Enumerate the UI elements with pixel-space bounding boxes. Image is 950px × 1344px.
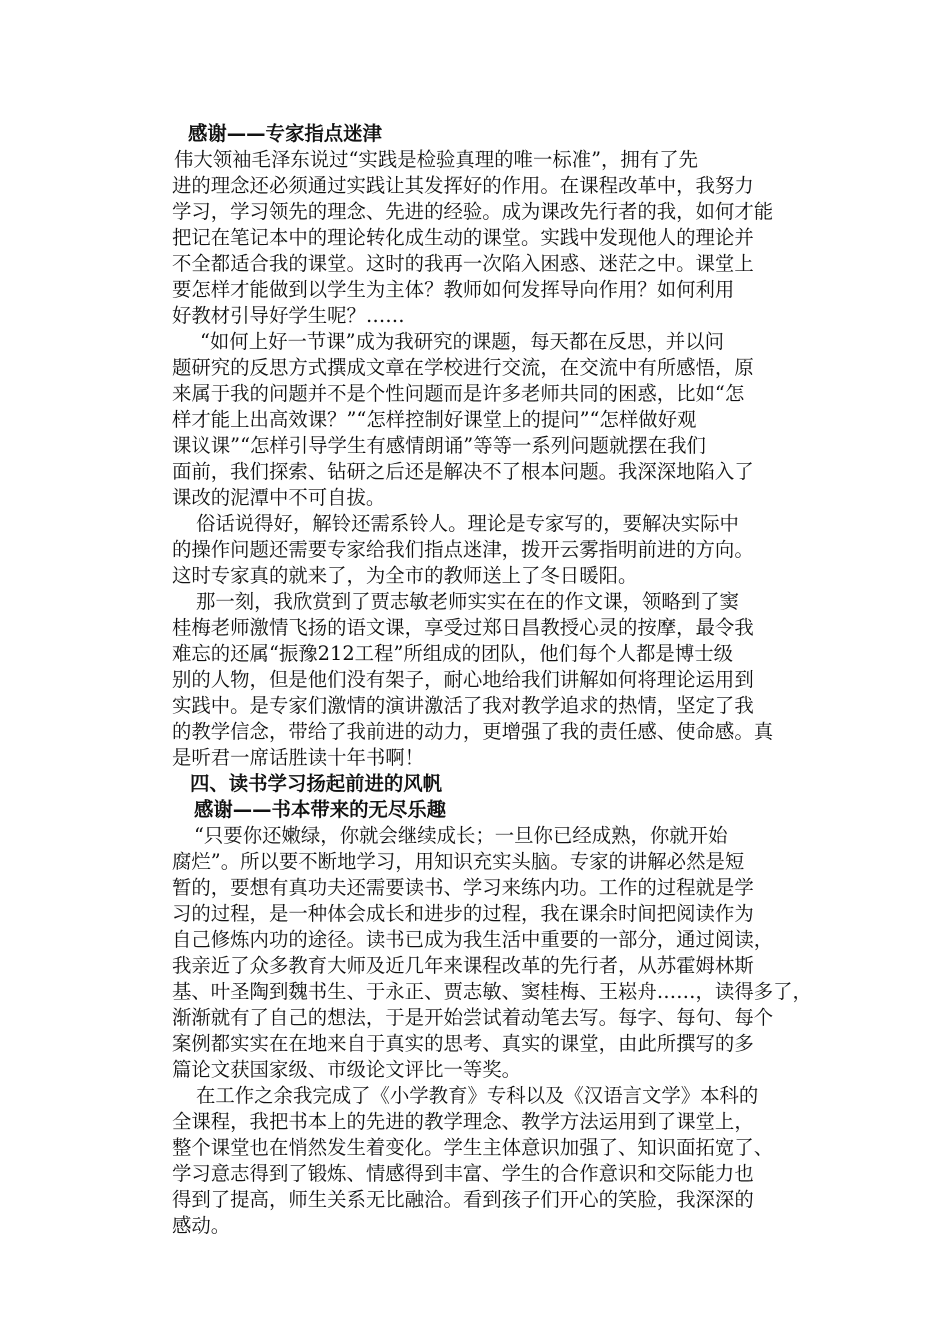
- text-line: 全课程，我把书本上的先进的教学理念、教学方法运用到了课堂上，: [172, 1110, 754, 1133]
- text-line: 题研究的反思方式撰成文章在学校进行交流，在交流中有所感悟，原: [172, 356, 754, 379]
- heading-thanks-experts: 感谢——专家指点迷津: [188, 122, 382, 145]
- text-line: 得到了提高，师生关系无比融洽。看到孩子们开心的笑脸，我深深的: [172, 1188, 754, 1211]
- text-line: 学习，学习领先的理念、先进的经验。成为课改先行者的我，如何才能: [172, 200, 774, 223]
- text-line: 把记在笔记本中的理论转化成生动的课堂。实践中发现他人的理论并: [172, 226, 754, 249]
- text-line: 来属于我的问题并不是个性问题而是许多老师共同的困惑，比如“怎: [172, 382, 745, 405]
- text-line: 整个课堂也在悄然发生着变化。学生主体意识加强了、知识面拓宽了、: [172, 1136, 774, 1159]
- text-line: 案例都实实在在地来自于真实的思考、真实的课堂，由此所撰写的多: [172, 1032, 754, 1055]
- paragraph-practice: [172, 147, 794, 329]
- text-line: 暂的，要想有真功夫还需要读书、学习来练内功。工作的过程就是学: [172, 876, 754, 899]
- text-line: 基、叶圣陶到魏书生、于永正、贾志敏、窦桂梅、王崧舟……，读得多了，: [172, 980, 812, 1003]
- text-line: “只要你还嫩绿，你就会继续成长；一旦你已经成熟，你就开始: [194, 824, 728, 847]
- document-body: [172, 121, 812, 1239]
- text-line: 别的人物，但是他们没有架子，耐心地给我们讲解如何将理论运用到: [172, 668, 754, 691]
- text-line: 面前，我们探索、钻研之后还是解决不了根本问题。我深深地陷入了: [172, 460, 754, 483]
- text-line: 不全都适合我的课堂。这时的我再一次陷入困惑、迷茫之中。课堂上: [172, 252, 754, 275]
- text-line: 自己修炼内功的途径。读书已成为我生活中重要的一部分，通过阅读，: [172, 928, 774, 951]
- text-line: 感动。: [172, 1214, 231, 1237]
- text-line: 渐渐就有了自己的想法，于是开始尝试着动笔去写。每字、每句、每个: [172, 1006, 774, 1029]
- paragraph-research-topic: [172, 329, 794, 511]
- paragraph-experts-came: [172, 511, 794, 589]
- text-line: 学习意志得到了锻炼、情感得到丰富、学生的合作意识和交际能力也: [172, 1162, 754, 1185]
- text-line: 伟大领袖毛泽东说过“实践是检验真理的唯一标准”，拥有了先: [174, 148, 698, 171]
- text-line: 桂梅老师激情飞扬的语文课，享受过郑日昌教授心灵的按摩，最令我: [172, 616, 754, 639]
- text-line: 的教学信念，带给了我前进的动力，更增强了我的责任感、使命感。真: [172, 720, 774, 743]
- paragraph-keep-learning: [172, 823, 812, 1083]
- text-line: 那一刻，我欣赏到了贾志敏老师实实在在的作文课，领略到了窦: [196, 590, 739, 613]
- text-line: 课议课”“怎样引导学生有感情朗诵”等等一系列问题就摆在我们: [172, 434, 706, 457]
- text-line: 是听君一席话胜读十年书啊！: [172, 746, 425, 769]
- text-line: 课改的泥潭中不可自拔。: [172, 486, 386, 509]
- heading-thanks-books: 感谢——书本带来的无尽乐趣: [194, 798, 447, 821]
- text-line: 这时专家真的就来了，为全市的教师送上了冬日暖阳。: [172, 564, 638, 587]
- text-line: 样才能上出高效课？”“怎样控制好课堂上的提问”“怎样做好观: [172, 408, 697, 431]
- paragraph-courses-completed: [172, 1083, 794, 1239]
- text-line: 进的理念还必须通过实践让其发挥好的作用。在课程改革中，我努力: [172, 174, 754, 197]
- text-line: 实践中。是专家们激情的演讲激活了我对教学追求的热情，坚定了我: [172, 694, 754, 717]
- text-line: 习的过程，是一种体会成长和进步的过程，我在课余时间把阅读作为: [172, 902, 754, 925]
- text-line: 要怎样才能做到以学生为主体？教师如何发挥导向作用？如何利用: [172, 278, 735, 301]
- text-line: 的操作问题还需要专家给我们指点迷津，拨开云雾指明前进的方向。: [172, 538, 754, 561]
- text-line: 难忘的还属“振豫212工程”所组成的团队，他们每个人都是博士级: [172, 642, 733, 665]
- text-line: 篇论文获国家级、市级论文评比一等奖。: [172, 1058, 522, 1081]
- paragraph-that-moment: [172, 589, 794, 771]
- text-line: 好教材引导好学生呢？……: [172, 304, 405, 327]
- text-line: 我亲近了众多教育大师及近几年来课程改革的先行者，从苏霍姆林斯: [172, 954, 754, 977]
- text-line: 俗话说得好，解铃还需系铃人。理论是专家写的，要解决实际中: [196, 512, 739, 535]
- heading-section-four: 四、读书学习扬起前进的风帆: [190, 772, 443, 795]
- text-line: “如何上好一节课”成为我研究的课题，每天都在反思，并以问: [200, 330, 724, 353]
- text-line: 在工作之余我完成了《小学教育》专科以及《汉语言文学》本科的: [196, 1084, 759, 1107]
- text-line: 腐烂”。所以要不断地学习，用知识充实头脑。专家的讲解必然是短: [172, 850, 745, 873]
